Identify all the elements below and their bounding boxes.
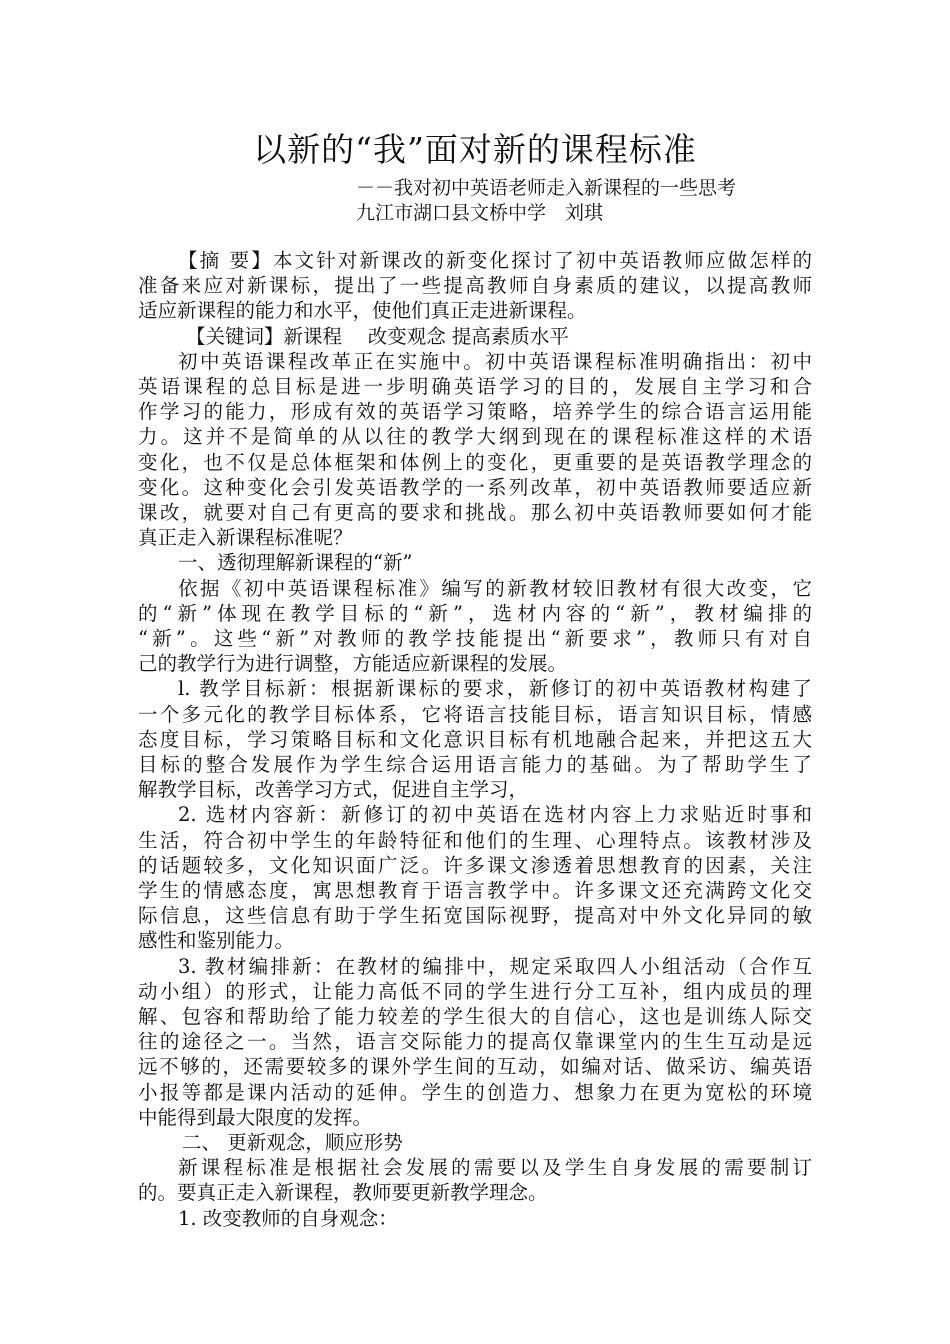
document-subtitle: －－我对初中英语老师走入新课程的一些思考 [356, 177, 737, 199]
text-line: 适应新课程的能力和水平，使他们真正走进新课程。 [138, 299, 587, 323]
document-title: 以新的“我”面对新的课程标准 [253, 130, 697, 169]
text-line: 【摘 要】本文针对新课改的新变化探讨了初中英语教师应做怎样的 [178, 249, 812, 272]
text-line: 课改，就要对自己有更高的要求和挑战。那么初中英语教师要如何才能 [138, 501, 812, 524]
text-line: 小报等都是课内活动的延伸。学生的创造力、想象力在更为宽松的环境 [138, 1080, 812, 1104]
text-line: 的话题较多，文化知识面广泛。许多课文渗透着思想教育的因素，关注 [138, 853, 812, 877]
text-line: 真正走入新课程标准呢？ [138, 526, 353, 550]
text-line: 学生的情感态度，寓思想教育于语言教学中。许多课文还充满跨文化交 [138, 879, 812, 902]
text-line: 生活，符合初中学生的年龄特征和他们的生理、心理特点。该教材涉及 [138, 828, 812, 852]
text-line: 变化。这种变化会引发英语教学的一系列改革，初中英语教师要适应新 [138, 475, 812, 499]
text-line: 准备来应对新课标，提出了一些提高教师自身素质的建议，以提高教师 [138, 274, 812, 298]
text-line: 解教学目标，改善学习方式，促进自主学习， [138, 778, 529, 802]
text-line: 新课程标准是根据社会发展的需要以及学生自身发展的需要制订 [178, 1156, 812, 1180]
author-line: 九江市湖口县文桥中学 刘琪 [356, 202, 604, 224]
text-line: 感性和鉴别能力。 [138, 929, 295, 953]
text-line: 二、 更新观念，顺应形势 [182, 1131, 403, 1154]
text-line: 作学习的能力，形成有效的英语学习策略，培养学生的综合语言运用能 [138, 400, 812, 424]
text-line: 的“新”体现在教学目标的“新”，选材内容的“新”，教材编排的 [138, 601, 812, 625]
text-line: 1. 改变教师的自身观念： [178, 1206, 398, 1230]
text-line: 一个多元化的教学目标体系，它将语言技能目标，语言知识目标，情感 [138, 702, 812, 726]
text-line: 力。这并不是简单的从以往的教学大纲到现在的课程标准这样的术语 [138, 425, 812, 449]
text-line: l. 教学目标新：根据新课标的要求，新修订的初中英语教材构建了 [178, 677, 812, 701]
text-line: 中能得到最大限度的发挥。 [138, 1105, 373, 1129]
text-line: 2. 选材内容新：新修订的初中英语在选材内容上力求贴近时事和 [178, 803, 812, 827]
text-line: 的。要真正走入新课程，教师要更新教学理念。 [138, 1181, 548, 1205]
text-line: 解、包容和帮助给了能力较差的学生很大的自信心，这也是训练人际交 [138, 1005, 812, 1028]
text-line: 英语课程的总目标是进一步明确英语学习的目的，发展自主学习和合 [138, 375, 812, 398]
text-line: 3. 教材编排新：在教材的编排中，规定采取四人小组活动（合作互 [178, 954, 812, 978]
text-line: 动小组）的形式，让能力高低不同的学生进行分工互补，组内成员的理 [138, 979, 812, 1003]
text-line: “新”。这些“新”对教师的教学技能提出“新要求”，教师只有对自 [138, 627, 812, 650]
text-line: 际信息，这些信息有助于学生拓宽国际视野，提高对中外文化异同的敏 [138, 904, 812, 928]
text-line: 态度目标，学习策略目标和文化意识目标有机地融合起来，并把这五大 [138, 727, 812, 751]
text-line: 目标的整合发展作为学生综合运用语言能力的基础。为了帮助学生了 [138, 753, 812, 776]
text-line: 一、透彻理解新课程的“新” [178, 551, 413, 575]
text-line: 己的教学行为进行调整，方能适应新课程的发展。 [138, 652, 568, 676]
text-line: 远不够的，还需要较多的课外学生间的互动，如编对话、做采访、编英语 [138, 1055, 812, 1079]
text-line: 依据《初中英语课程标准》编写的新教材较旧教材有很大改变，它 [178, 576, 812, 600]
text-line: 【关键词】新课程 改变观念 提高素质水平 [186, 324, 569, 348]
text-line: 往的途径之一。当然，语言交际能力的提高仅靠课堂内的生生互动是远 [138, 1030, 812, 1054]
text-line: 变化，也不仅是总体框架和体例上的变化，更重要的是英语教学理念的 [138, 450, 812, 474]
text-line: 初中英语课程改革正在实施中。初中英语课程标准明确指出：初中 [178, 349, 812, 373]
